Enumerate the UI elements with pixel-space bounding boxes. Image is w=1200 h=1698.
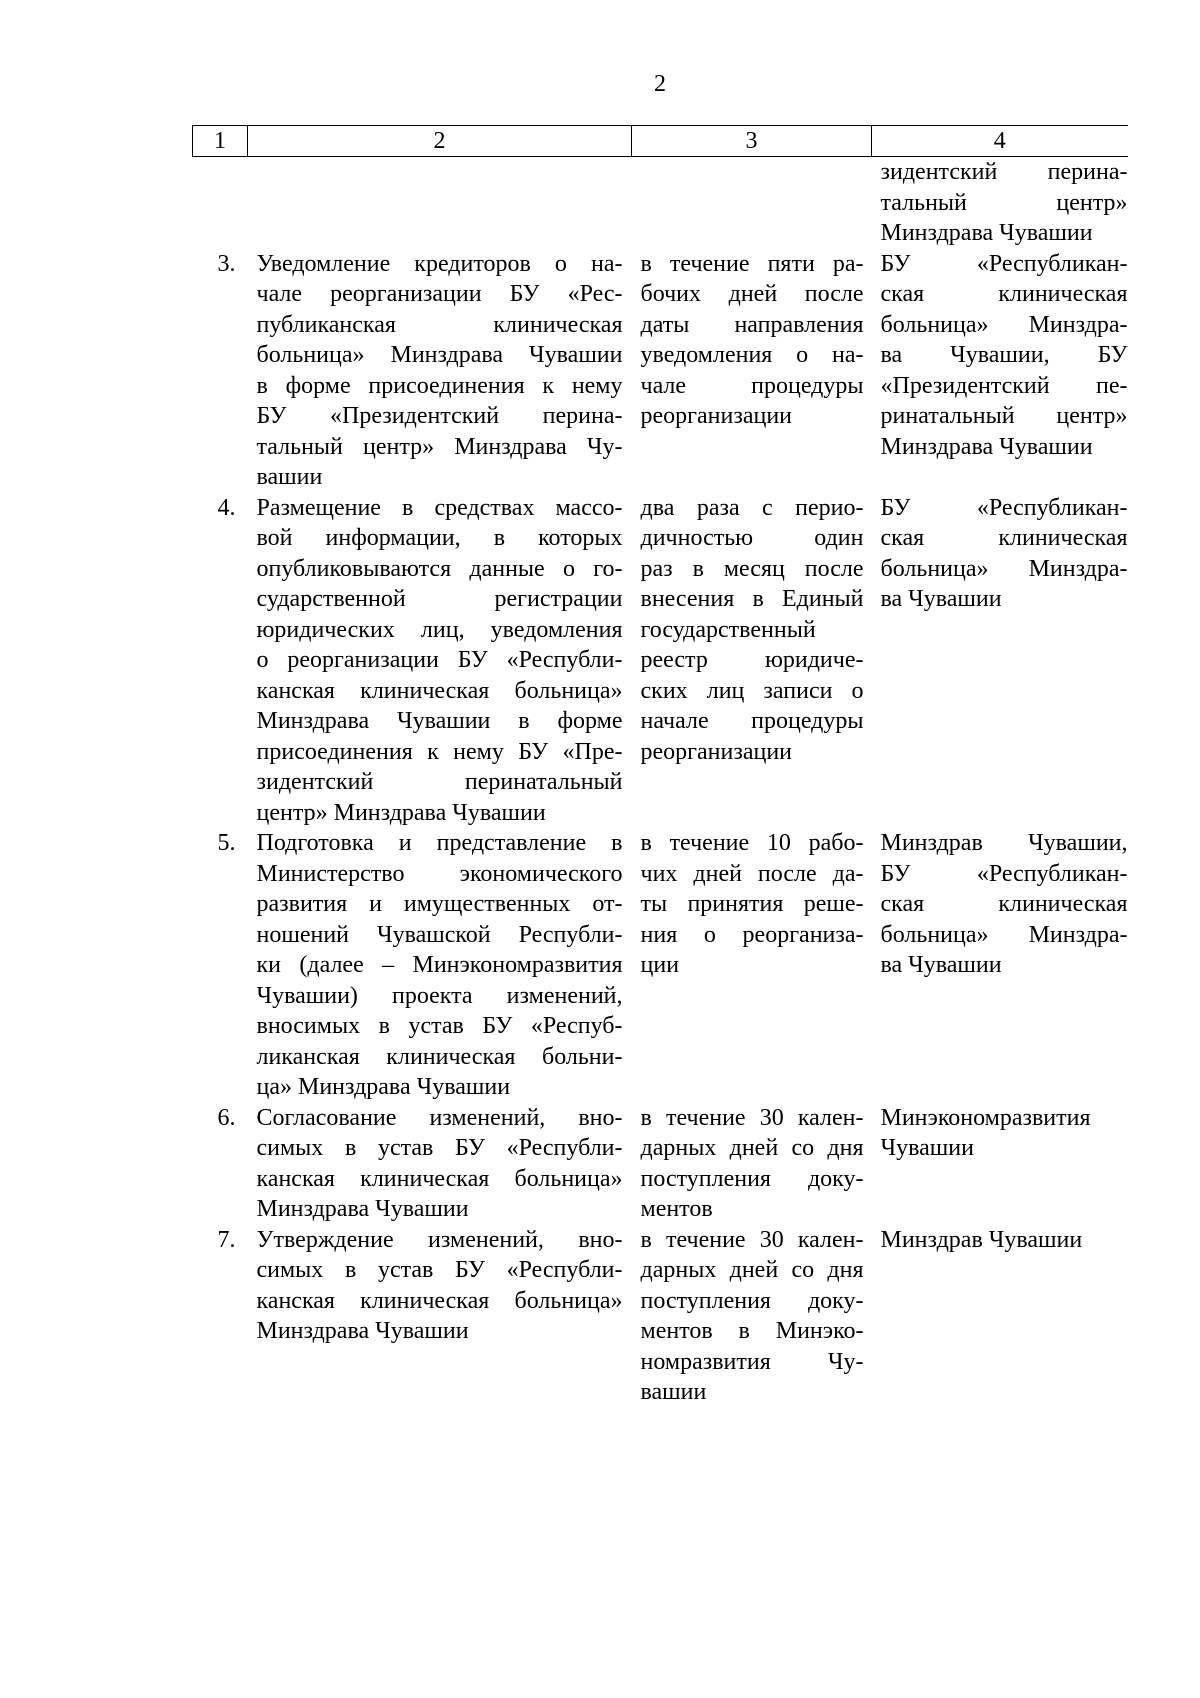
row-term: [632, 828, 872, 1103]
row-action: [248, 249, 632, 493]
cell-text-line: уведомления о на-: [640, 342, 864, 368]
cell-text-line: бочих дней после: [640, 281, 864, 307]
cell-text-line: Минздрав Чувашии: [880, 1226, 1083, 1253]
cell-text-line: Чувашии: [880, 1135, 974, 1161]
cell-text-line: номразвития Чу-: [640, 1348, 864, 1375]
table-row: [193, 493, 1128, 829]
cell-text-line: ки (далее – Минэкономразвития: [256, 952, 623, 978]
cell-text-line: развития и имущественных от-: [256, 891, 623, 917]
row-action: [248, 1103, 632, 1225]
cell-text-line: вашии: [640, 1379, 707, 1405]
cell-text-line: ца» Минздрава Чувашии: [256, 1074, 511, 1100]
cell-text-line: БУ «Республикан-: [880, 494, 1128, 521]
cell-text-line: ская клиническая: [880, 525, 1128, 551]
cell-text-line: реорганизации: [640, 738, 792, 765]
row-action: [248, 157, 632, 249]
cell-text-line: реестр юридиче-: [640, 647, 864, 673]
cell-text-line: в форме присоединения к нему: [256, 372, 623, 399]
cell-text-line: опубликовываются данные о го-: [256, 555, 623, 582]
cell-text-line: в течение пяти ра-: [640, 250, 864, 277]
table-body: [193, 157, 1128, 1408]
cell-text-line: ликанская клиническая больни-: [256, 1043, 623, 1070]
header-col-3: 3: [632, 126, 872, 157]
table-row: [193, 249, 1128, 493]
cell-text-line: юридических лиц, уведомления: [256, 616, 623, 643]
cell-text-line: в течение 30 кален-: [640, 1226, 864, 1253]
cell-text-line: Чувашии) проекта изменений,: [256, 982, 623, 1009]
row-responsible: [872, 493, 1128, 829]
cell-text-line: внесения в Единый: [640, 586, 864, 612]
cell-text-line: сударственной регистрации: [256, 586, 623, 612]
cell-text-line: больница» Минздра-: [880, 311, 1128, 338]
cell-text-line: начале процедуры: [640, 708, 864, 734]
cell-text-line: больница» Минздрава Чувашии: [256, 342, 623, 368]
cell-text-line: чале процедуры: [640, 372, 864, 399]
cell-text-line: канская клиническая больница»: [256, 1165, 623, 1192]
table-row: [193, 1103, 1128, 1225]
row-term: [632, 1103, 872, 1225]
row-number: 5.: [217, 830, 236, 856]
cell-text-line: присоединения к нему БУ «Пре-: [256, 738, 623, 765]
cell-text-line: ва Чувашии, БУ: [880, 342, 1128, 368]
cell-text-line: Минздрава Чувашии в форме: [256, 708, 623, 734]
cell-text-line: больница» Минздра-: [880, 921, 1128, 948]
cell-text-line: ская клиническая: [880, 891, 1128, 917]
cell-text-line: вашии: [256, 464, 323, 490]
cell-text-line: Минздрава Чувашии: [256, 1318, 469, 1344]
cell-text-line: даты направления: [640, 311, 864, 338]
cell-text-line: БУ «Президентский перина-: [256, 403, 623, 429]
cell-text-line: ношений Чувашской Республи-: [256, 921, 623, 948]
row-action: [248, 828, 632, 1103]
row-responsible: [872, 1103, 1128, 1225]
header-row: [193, 126, 1128, 157]
cell-text-line: симых в устав БУ «Республи-: [256, 1257, 623, 1283]
row-number: [193, 157, 248, 249]
cell-text-line: дичностью один: [640, 525, 864, 551]
cell-text-line: центр» Минздрава Чувашии: [256, 799, 546, 826]
cell-text-line: Уведомление кредиторов о на-: [256, 250, 623, 277]
cell-text-line: тальный центр»: [880, 189, 1128, 216]
cell-text-line: БУ «Республикан-: [880, 860, 1128, 887]
row-number: 7.: [217, 1226, 236, 1253]
cell-text-line: чих дней после да-: [640, 860, 864, 887]
row-action: [248, 493, 632, 829]
row-responsible: [872, 249, 1128, 493]
header-col-2: 2: [248, 126, 632, 157]
cell-text-line: ских лиц записи о: [640, 677, 864, 704]
cell-text-line: тальный центр» Минздрава Чу-: [256, 433, 623, 460]
cell-text-line: Подготовка и представление в: [256, 830, 623, 856]
cell-text-line: ская клиническая: [880, 281, 1128, 307]
row-term: [632, 1225, 872, 1408]
cell-text-line: «Президентский пе-: [880, 372, 1128, 399]
cell-text-line: дарных дней со дня: [640, 1257, 864, 1283]
cell-text-line: Минздрава Чувашии: [256, 1196, 469, 1222]
header-col-4: 4: [872, 126, 1128, 157]
row-term: [632, 157, 872, 249]
cell-text-line: ва Чувашии: [880, 586, 1002, 612]
cell-text-line: в течение 10 рабо-: [640, 830, 864, 856]
cell-text-line: государственный: [640, 616, 816, 643]
cell-text-line: публиканская клиническая: [256, 311, 623, 338]
row-number: 6.: [217, 1104, 236, 1131]
cell-text-line: Министерство экономического: [256, 860, 623, 887]
table-row: [193, 828, 1128, 1103]
cell-text-line: ции: [640, 952, 680, 978]
table-header: [193, 126, 1128, 157]
cell-text-line: Минздрава Чувашии: [880, 433, 1093, 460]
row-responsible: [872, 1225, 1128, 1408]
cell-text-line: Минэкономразвития: [880, 1104, 1091, 1131]
plan-table: [192, 125, 1128, 1408]
cell-text-line: зидентский перинатальный: [256, 769, 623, 795]
cell-text-line: ния о реорганиза-: [640, 921, 864, 948]
cell-text-line: реорганизации: [640, 403, 792, 429]
cell-text-line: дарных дней со дня: [640, 1135, 864, 1161]
table-row: [193, 1225, 1128, 1408]
cell-text-line: ментов: [640, 1196, 713, 1222]
cell-text-line: ментов в Минэко-: [640, 1318, 864, 1344]
row-term: [632, 249, 872, 493]
cell-text-line: симых в устав БУ «Республи-: [256, 1135, 623, 1161]
cell-text-line: поступления доку-: [640, 1287, 864, 1314]
cell-text-line: раз в месяц после: [640, 555, 864, 582]
row-responsible: [872, 157, 1128, 249]
cell-text-line: больница» Минздра-: [880, 555, 1128, 582]
cell-text-line: вносимых в устав БУ «Респуб-: [256, 1013, 623, 1039]
cell-text-line: о реорганизации БУ «Республи-: [256, 647, 623, 673]
cell-text-line: ва Чувашии: [880, 952, 1002, 978]
row-number: 4.: [217, 494, 236, 521]
cell-text-line: Согласование изменений, вно-: [256, 1104, 623, 1131]
cell-text-line: Размещение в средствах массо-: [256, 494, 623, 521]
header-col-1: 1: [193, 126, 248, 157]
cell-text-line: канская клиническая больница»: [256, 677, 623, 704]
cell-text-line: Минздрава Чувашии: [880, 220, 1093, 246]
cell-text-line: ты принятия реше-: [640, 891, 864, 917]
row-number: 3.: [217, 250, 236, 277]
cell-text-line: Минздрав Чувашии,: [880, 830, 1128, 856]
cell-text-line: БУ «Республикан-: [880, 250, 1128, 277]
cell-text-line: канская клиническая больница»: [256, 1287, 623, 1314]
table-row-continuation: [193, 157, 1128, 249]
row-action: [248, 1225, 632, 1408]
cell-text-line: два раза с перио-: [640, 494, 864, 521]
cell-text-line: вой информации, в которых: [256, 525, 623, 551]
cell-text-line: поступления доку-: [640, 1165, 864, 1192]
cell-text-line: Утверждение изменений, вно-: [256, 1226, 623, 1253]
cell-text-line: в течение 30 кален-: [640, 1104, 864, 1131]
page-number: 2: [654, 71, 666, 97]
cell-text-line: зидентский перина-: [880, 159, 1128, 185]
row-term: [632, 493, 872, 829]
cell-text-line: чале реорганизации БУ «Рес-: [256, 281, 623, 307]
row-responsible: [872, 828, 1128, 1103]
cell-text-line: ринатальный центр»: [880, 403, 1128, 429]
